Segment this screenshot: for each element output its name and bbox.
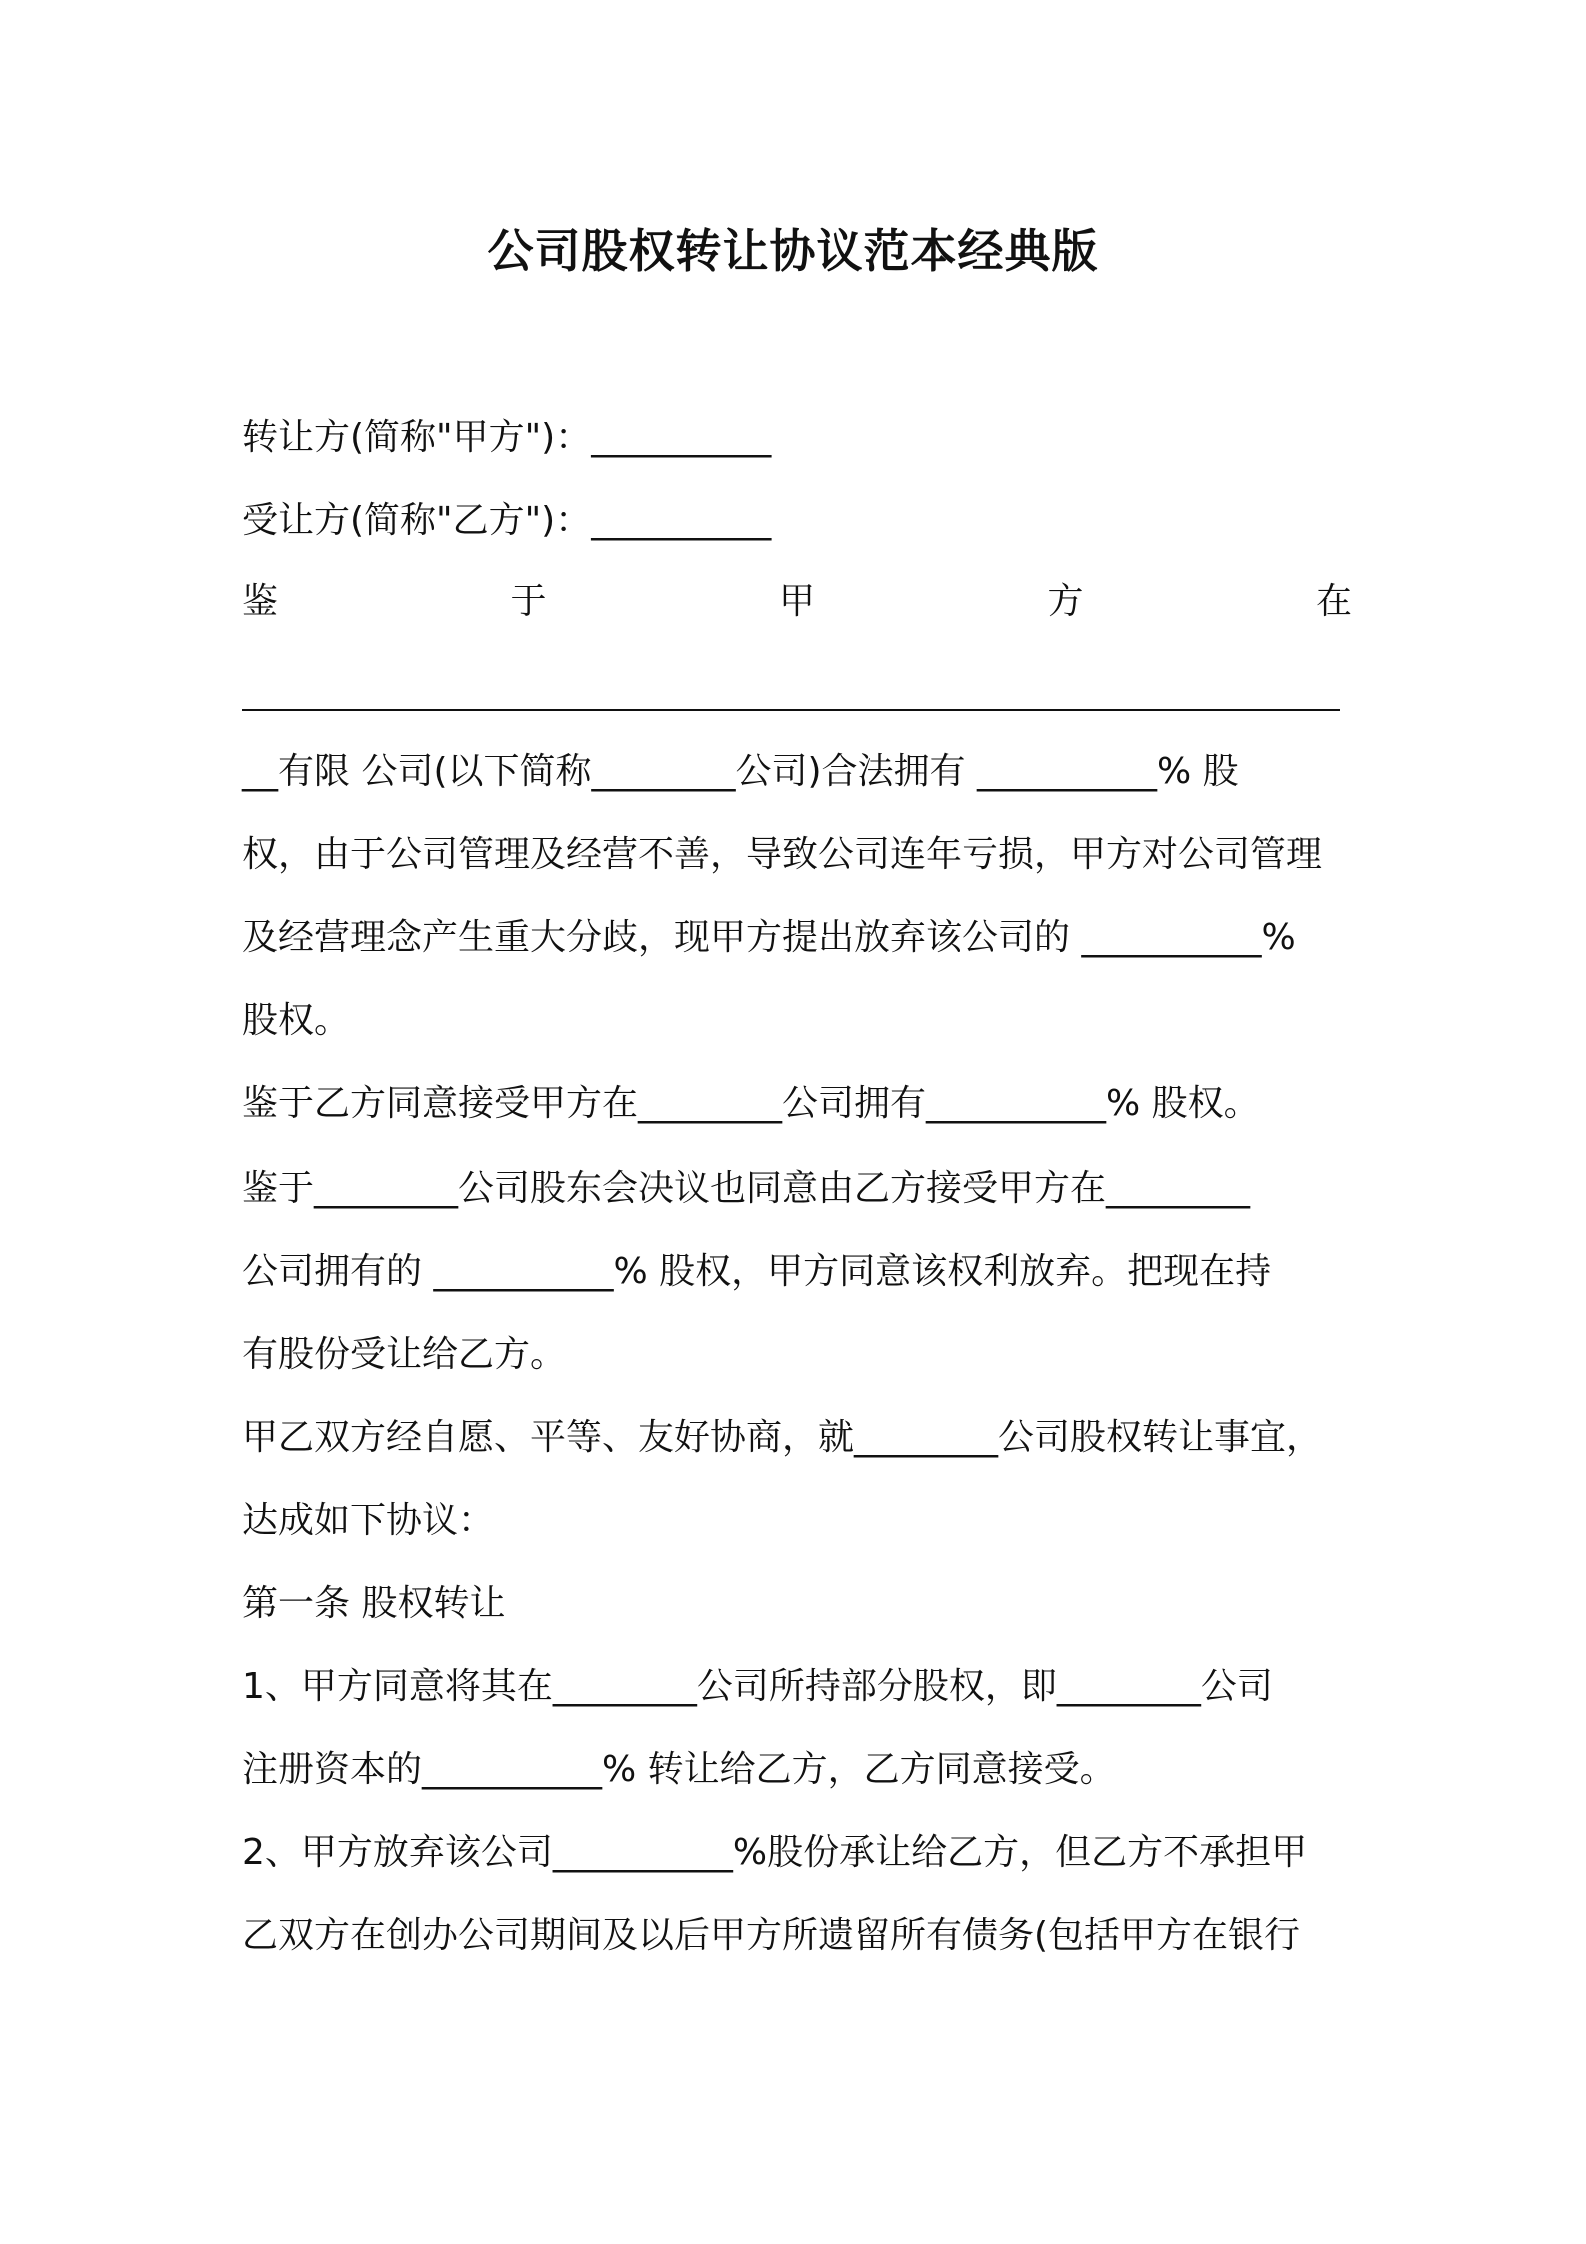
- whereas-char: 甲: [778, 581, 815, 622]
- body-line: 有股份受让给乙方。: [242, 1334, 567, 1375]
- body-line: 乙双方在创办公司期间及以后甲方所遗留所有债务(包括甲方在银行: [242, 1915, 1301, 1956]
- whereas-char: 于: [510, 581, 547, 622]
- party-b-line: 受让方(简称"乙方")：__________: [242, 500, 772, 541]
- whereas-char: 鉴: [242, 581, 279, 622]
- blank-underline-rule: [242, 709, 1340, 711]
- body-line: 及经营理念产生重大分歧，现甲方提出放弃该公司的 __________%: [242, 917, 1296, 958]
- body-line: 1、甲方同意将其在________公司所持部分股权，即________公司: [242, 1666, 1273, 1707]
- body-line: 公司拥有的 __________% 股权，甲方同意该权利放弃。把现在持: [242, 1251, 1272, 1292]
- whereas-char: 在: [1315, 581, 1352, 622]
- body-line: 权，由于公司管理及经营不善，导致公司连年亏损，甲方对公司管理: [242, 834, 1323, 875]
- whereas-char: 方: [1047, 581, 1084, 622]
- body-line: 注册资本的__________% 转让给乙方，乙方同意接受。: [242, 1749, 1116, 1790]
- body-line: 股权。: [242, 1000, 351, 1041]
- body-line: __有限 公司(以下简称________公司)合法拥有 __________% 股: [242, 751, 1239, 792]
- body-line: 鉴于________公司股东会决议也同意由乙方接受甲方在________: [242, 1168, 1251, 1209]
- document-title: 公司股权转让协议范本经典版: [487, 224, 1099, 278]
- body-line: 甲乙双方经自愿、平等、友好协商，就________公司股权转让事宜，: [242, 1417, 1323, 1458]
- section-heading: 第一条 股权转让: [242, 1583, 506, 1624]
- body-line: 2、甲方放弃该公司__________%股份承让给乙方，但乙方不承担甲: [242, 1832, 1308, 1873]
- body-line: 达成如下协议：: [242, 1500, 495, 1541]
- whereas-spaced-line: [242, 578, 1362, 626]
- party-a-line: 转让方(简称"甲方")：__________: [242, 417, 772, 458]
- body-line: 鉴于乙方同意接受甲方在________公司拥有__________% 股权。: [242, 1083, 1260, 1124]
